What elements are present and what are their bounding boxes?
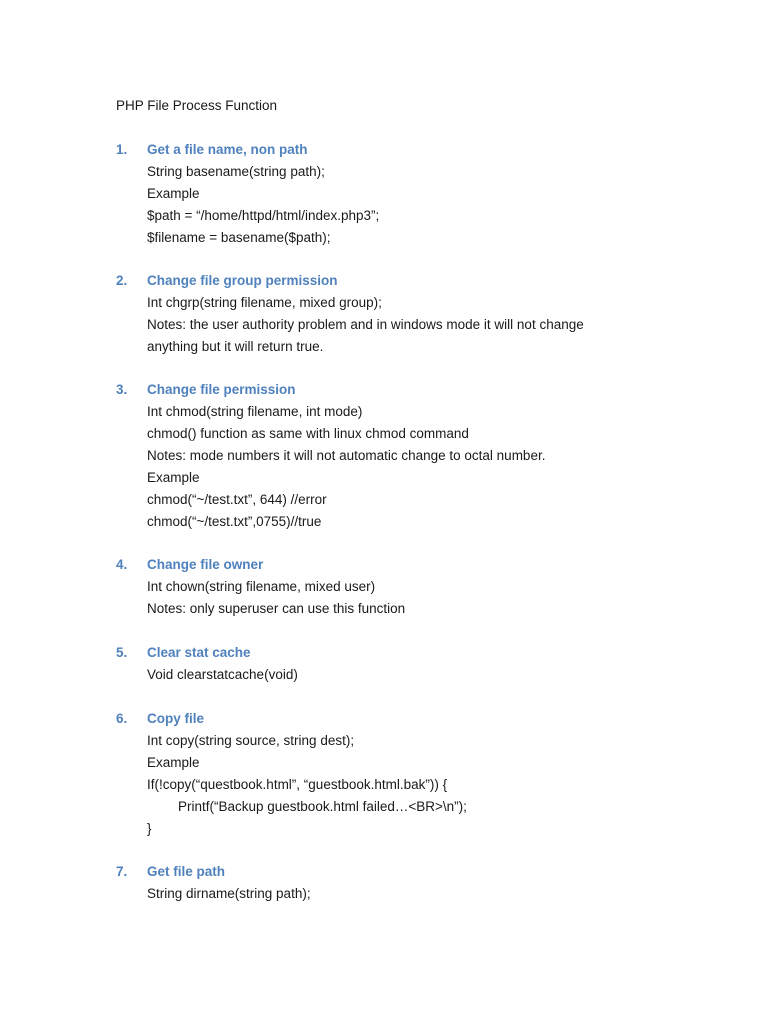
section-chown [116, 554, 716, 620]
code-line: If(!copy(“questbook.html”, “guestbook.html.bak”)) { [147, 777, 448, 792]
section-title: Change file group permission [147, 273, 338, 288]
text-line: Example [147, 470, 200, 485]
code-line: chmod(“~/test.txt”,0755)//true [147, 514, 322, 529]
code-line: } [147, 821, 152, 836]
code-line: Void clearstatcache(void) [147, 667, 298, 682]
section-title: Copy file [147, 711, 205, 726]
text-line: Example [147, 186, 200, 201]
section-title: Get a file name, non path [147, 142, 308, 157]
code-line: Int chmod(string filename, int mode) [147, 404, 363, 419]
code-line: Printf(“Backup guestbook.html failed…<BR>\n”); [178, 799, 467, 814]
section-title: Get file path [147, 864, 226, 879]
text-line: chmod() function as same with linux chmod command [147, 426, 469, 441]
note-line: Notes: only superuser can use this function [147, 601, 406, 616]
section-basename [116, 139, 716, 249]
code-line: Int copy(string source, string dest); [147, 733, 355, 748]
section-chmod [116, 379, 716, 533]
section-number: 1. [116, 142, 128, 157]
code-line: $path = “/home/httpd/html/index.php3”; [147, 208, 380, 223]
section-heading [116, 270, 716, 292]
note-line: Notes: the user authority problem and in windows mode it will not change [147, 317, 584, 332]
section-heading [116, 554, 716, 576]
section-title: Change file permission [147, 382, 296, 397]
section-heading [116, 708, 716, 730]
code-line: Int chown(string filename, mixed user) [147, 579, 376, 594]
section-number: 6. [116, 711, 128, 726]
section-number: 3. [116, 382, 128, 397]
code-line: Int chgrp(string filename, mixed group); [147, 295, 382, 310]
code-line: $filename = basename($path); [147, 230, 331, 245]
section-heading [116, 861, 716, 883]
note-line: anything but it will return true. [147, 339, 324, 354]
section-number: 4. [116, 557, 128, 572]
section-title: Change file owner [147, 557, 264, 572]
text-line: Example [147, 755, 200, 770]
section-heading [116, 139, 716, 161]
section-dirname [116, 861, 716, 905]
section-heading [116, 379, 716, 401]
section-clearstatcache [116, 642, 716, 686]
section-heading [116, 642, 716, 664]
section-number: 5. [116, 645, 128, 660]
document-title: PHP File Process Function [116, 98, 278, 113]
section-chgrp [116, 270, 716, 358]
code-line: String dirname(string path); [147, 886, 311, 901]
section-copy [116, 708, 716, 840]
section-number: 2. [116, 273, 128, 288]
code-line: chmod(“~/test.txt”, 644) //error [147, 492, 327, 507]
code-line: String basename(string path); [147, 164, 325, 179]
section-number: 7. [116, 864, 128, 879]
note-line: Notes: mode numbers it will not automatic change to octal number. [147, 448, 546, 463]
section-title: Clear stat cache [147, 645, 251, 660]
